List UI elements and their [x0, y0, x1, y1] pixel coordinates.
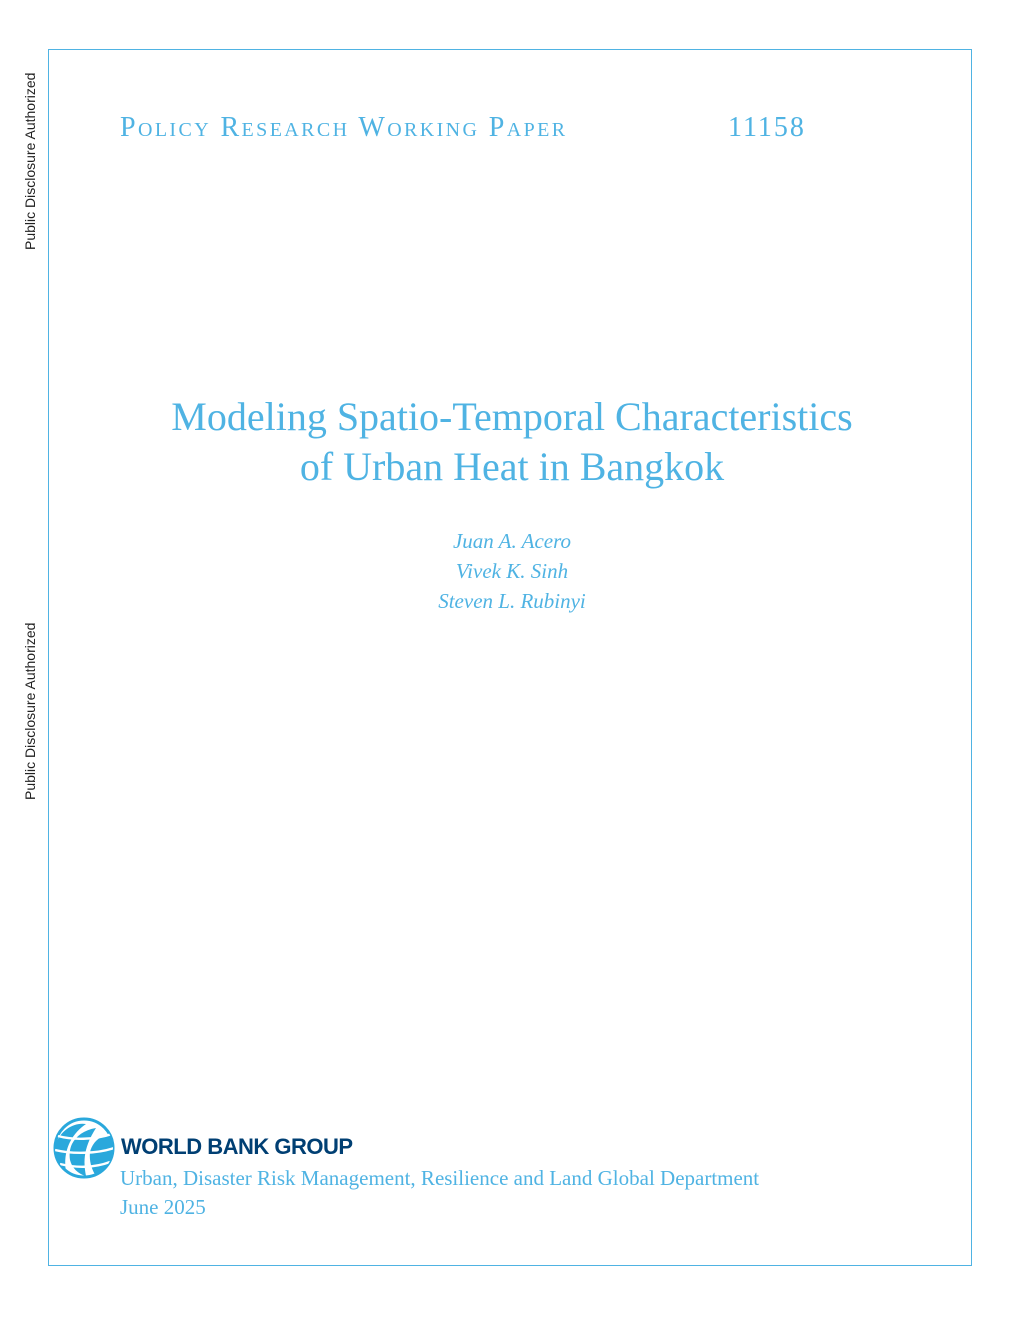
organization-name: WORLD BANK GROUP — [121, 1134, 353, 1159]
paper-title — [100, 392, 924, 492]
department-name: Urban, Disaster Risk Management, Resilience and Land Global Department — [120, 1166, 760, 1190]
author: Juan A. Acero — [452, 529, 571, 553]
series-name: Policy Research Working Paper — [120, 112, 568, 143]
title-line-2: of Urban Heat in Bangkok — [299, 444, 725, 489]
world-bank-globe-icon — [52, 1116, 116, 1180]
series-header — [120, 112, 840, 156]
paper-number: 11158 — [728, 112, 806, 143]
author-list — [100, 526, 924, 616]
cover-frame — [48, 49, 972, 1266]
public-disclosure-label-bottom: Public Disclosure Authorized — [22, 622, 38, 800]
author: Vivek K. Sinh — [455, 559, 569, 583]
publication-date: June 2025 — [120, 1195, 206, 1219]
author: Steven L. Rubinyi — [438, 589, 586, 613]
public-disclosure-label-top: Public Disclosure Authorized — [22, 72, 38, 250]
title-line-1: Modeling Spatio-Temporal Characteristics — [171, 394, 853, 439]
